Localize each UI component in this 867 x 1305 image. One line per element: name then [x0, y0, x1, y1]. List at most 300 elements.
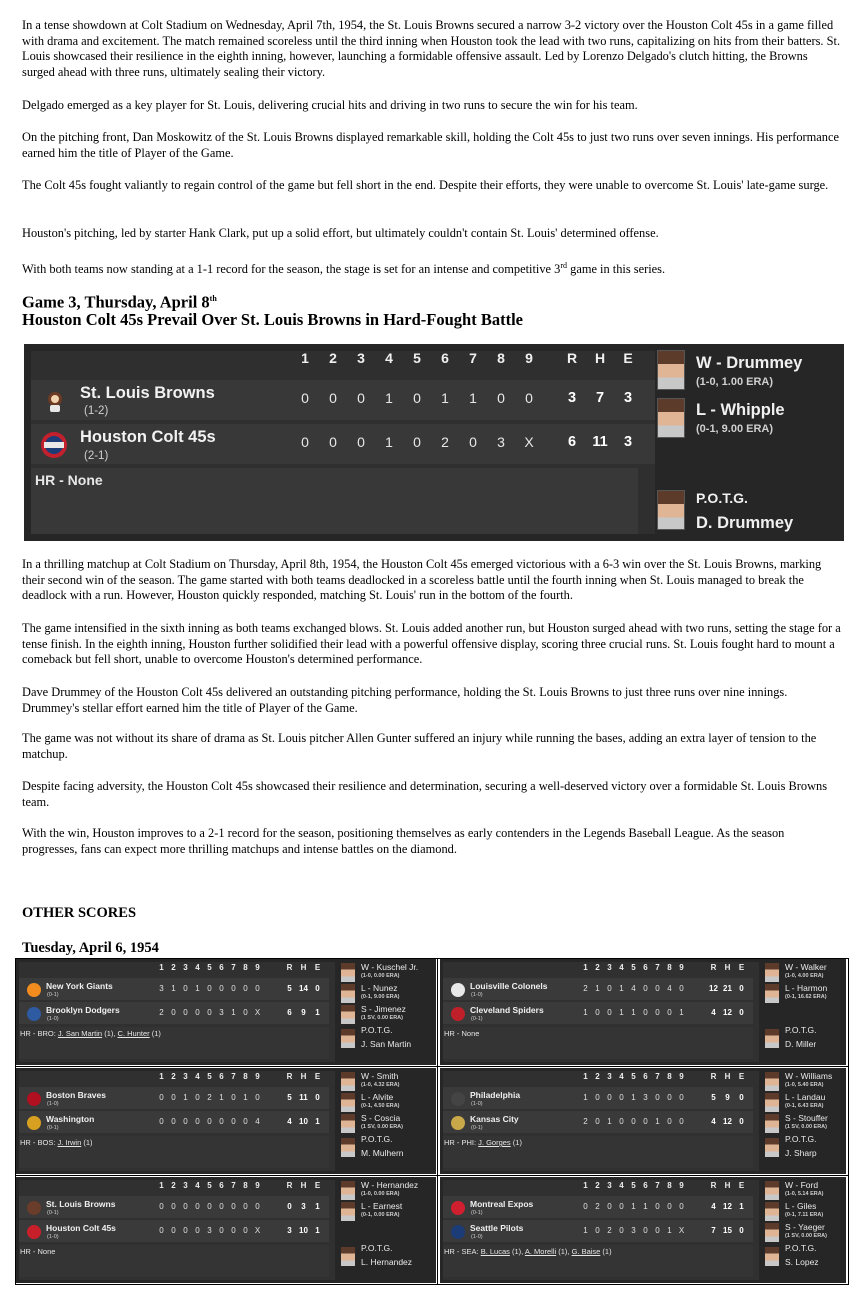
total-score: 3 [567, 390, 577, 406]
mini-scoreboard [440, 959, 846, 1065]
inning-score: 2 [159, 1008, 164, 1017]
team-record: (0-1) [47, 1210, 59, 1216]
total-score: 12 [709, 984, 718, 993]
rhe-header: H [724, 1181, 731, 1190]
team-logo-icon [451, 1225, 465, 1239]
inning-score: 2 [441, 434, 449, 450]
inning-score: 0 [219, 1226, 224, 1235]
winning-pitcher-stat: (1-0, 1.00 ERA) [696, 376, 774, 388]
inning-score: 0 [195, 1117, 200, 1126]
article1-paragraph: On the pitching front, Dan Moskowitz of the St. Louis Browns displayed remarkable skill, holding the Colt 45s to just two runs over seven innings. His performance earned him the title of Player of the Game. [22, 130, 839, 160]
hr-player-link[interactable]: J. Irwin [57, 1138, 82, 1147]
inning-score: 1 [607, 1117, 612, 1126]
team-record: (1-0) [471, 992, 483, 998]
total-score: 0 [739, 1008, 744, 1017]
inning-score: 0 [413, 434, 421, 450]
inning-header: 8 [667, 1181, 672, 1190]
inning-score: 0 [159, 1093, 164, 1102]
inning-header: 8 [667, 1072, 672, 1081]
inning-score: 0 [679, 1117, 684, 1126]
inning-score: 0 [357, 390, 365, 406]
team-record: (0-1) [47, 1125, 59, 1131]
grid-divider [15, 1175, 849, 1176]
team-name: Washington [46, 1114, 95, 1124]
total-score: 4 [711, 1117, 716, 1126]
rhe-header: R [710, 1072, 717, 1081]
team-name: Montreal Expos [470, 1199, 534, 1209]
total-score: 1 [315, 1202, 320, 1211]
other-scores-heading: OTHER SCORES [22, 905, 137, 921]
potg-name: D. Miller [785, 1039, 817, 1049]
inning-score: 0 [195, 1008, 200, 1017]
total-score: 15 [723, 1226, 732, 1235]
inning-score: 0 [595, 1093, 600, 1102]
article2-paragraph: In a thrilling matchup at Colt Stadium on Thursday, April 8th, 1954, the Houston Colt 45s emerged victorious with a 6-3 win over the St. Louis Browns, marking their second win of the season. The game started with both teams deadlocked in a scoreless battle until the fourth inning when St. Louis managed to break the deadlock with a run. However, Houston quickly responded, matching St. Louis' run in the bottom of the fourth. [22, 557, 822, 603]
pitcher-name: W - Kuschel Jr. [361, 962, 419, 972]
inning-score: 0 [679, 984, 684, 993]
pitcher-stat: (1-0, 5.14 ERA) [785, 1191, 824, 1197]
inning-header: 7 [231, 963, 236, 972]
inning-header: 5 [413, 350, 421, 366]
inning-header: 4 [195, 1072, 200, 1081]
pitcher-name: L - Harmon [785, 983, 828, 993]
inning-score: 3 [219, 1008, 224, 1017]
home-runs [444, 1029, 479, 1038]
inning-score: 0 [643, 1008, 648, 1017]
inning-score: 0 [595, 1226, 600, 1235]
pitcher-stat: (1 SV, 0.00 ERA) [361, 1124, 403, 1130]
inning-header: 6 [441, 350, 449, 366]
pitcher-photo [341, 963, 355, 982]
hr-count: (1), [102, 1029, 118, 1038]
rhe-header: E [738, 1072, 745, 1081]
inning-header: 7 [655, 1072, 660, 1081]
article1-paragraph: The Colt 45s fought valiantly to regain control of the game but fell short in the end. Despite their efforts, they were unable to overcome St. Louis' late-game surge. [22, 178, 829, 192]
pitcher-photo [657, 350, 685, 390]
inning-score: 0 [619, 1202, 624, 1211]
team-record: (0-1) [47, 992, 59, 998]
inning-header: 9 [679, 1072, 684, 1081]
team-record: (1-0) [47, 1016, 59, 1022]
inning-score: 0 [243, 1202, 248, 1211]
inning-score: 1 [583, 1008, 588, 1017]
team-name: Louisville Colonels [470, 981, 548, 991]
total-score: 5 [287, 1093, 292, 1102]
hr-player-link[interactable]: J. San Martin [57, 1029, 103, 1038]
home-runs: HR - None [35, 472, 103, 488]
potg-photo [341, 1138, 355, 1157]
team-logo-icon [27, 1092, 41, 1106]
inning-score: 0 [413, 390, 421, 406]
rhe-header: H [724, 963, 731, 972]
team-name: Houston Colt 45s [46, 1223, 116, 1233]
pitcher-name: S - Stouffer [785, 1113, 828, 1123]
rhe-header: R [710, 1181, 717, 1190]
inning-header: 1 [301, 350, 309, 366]
inning-score: 0 [231, 1117, 236, 1126]
inning-header: 4 [195, 1181, 200, 1190]
inning-score: 1 [385, 390, 393, 406]
inning-score: 0 [329, 434, 337, 450]
rhe-header: E [738, 1181, 745, 1190]
hr-player-link[interactable]: B. Lucas [480, 1247, 510, 1256]
pitcher-photo [765, 963, 779, 982]
potg-label: P.O.T.G. [696, 490, 748, 506]
inning-score: 0 [595, 1008, 600, 1017]
pitcher-stat: (1-0, 4.00 ERA) [785, 973, 824, 979]
mini-scoreboard [440, 1068, 846, 1174]
inning-score: 3 [643, 1093, 648, 1102]
inning-header: 5 [207, 1181, 212, 1190]
inning-score: 1 [619, 984, 624, 993]
losing-pitcher: L - Whipple [696, 401, 785, 419]
grid-divider [15, 1066, 849, 1067]
inning-score: 1 [385, 434, 393, 450]
home-runs [444, 1138, 522, 1147]
inning-header: 2 [595, 963, 600, 972]
inning-score: 0 [231, 984, 236, 993]
inning-score: 0 [219, 984, 224, 993]
rhe-header: H [300, 1181, 307, 1190]
inning-header: 8 [497, 350, 505, 366]
houston-colt-45s-logo-icon [38, 430, 70, 460]
inning-score: 0 [231, 1093, 236, 1102]
inning-score: 0 [497, 390, 505, 406]
article2-paragraph: Dave Drummey of the Houston Colt 45s delivered an outstanding pitching performance, holding the St. Louis Browns to just three runs over nine innings. Drummey's stellar effort earned him the title of Player of the Game. [22, 685, 788, 715]
inning-score: 1 [643, 1202, 648, 1211]
potg-photo [341, 1029, 355, 1048]
potg-label: P.O.T.G. [361, 1243, 393, 1253]
hr-label: HR - SEA: [444, 1247, 481, 1256]
inning-score: 2 [583, 984, 588, 993]
hr-count: (1) [600, 1247, 612, 1256]
pitcher-photo [341, 1202, 355, 1221]
inning-header: 7 [655, 1181, 660, 1190]
mini-scoreboard [16, 959, 436, 1065]
pitcher-name: W - Williams [785, 1071, 833, 1081]
inning-header: 5 [207, 1072, 212, 1081]
total-score: 0 [739, 1226, 744, 1235]
pitcher-stat: (0-1, 9.00 ERA) [361, 994, 400, 1000]
inning-score: 3 [207, 1226, 212, 1235]
pitcher-photo [341, 984, 355, 1003]
potg-name: J. Sharp [785, 1148, 817, 1158]
inning-score: 0 [183, 1117, 188, 1126]
inning-header: 5 [207, 963, 212, 972]
hr-count: (1), [556, 1247, 572, 1256]
pitcher-name: L - Nunez [361, 983, 398, 993]
pitcher-photo [657, 398, 685, 438]
inning-score: 0 [469, 434, 477, 450]
potg-photo [765, 1247, 779, 1266]
grid-divider [437, 958, 438, 1284]
inning-score: 0 [667, 1008, 672, 1017]
inning-score: 4 [667, 984, 672, 993]
inning-header: 6 [643, 963, 648, 972]
inning-header: 7 [655, 963, 660, 972]
team-logo-icon [27, 983, 41, 997]
pitcher-photo [341, 1005, 355, 1024]
team-logo-icon [27, 1007, 41, 1021]
team-logo-icon [451, 1201, 465, 1215]
inning-header: 3 [607, 1181, 612, 1190]
article2-paragraph: The game intensified in the sixth inning as both teams exchanged blows. St. Louis added another run, but Houston surged ahead with two runs, setting the stage for a tense finish. In the eighth inning, Houston further solidified their lead with a powerful offensive display, scoring three crucial runs. St. Louis fought hard to mount a comeback but fell short, unable to overcome Houston's determined performance. [22, 621, 841, 667]
inning-header: 8 [243, 963, 248, 972]
inning-score: 1 [583, 1093, 588, 1102]
rhe-header: R [286, 1072, 293, 1081]
inning-header: 6 [643, 1181, 648, 1190]
inning-score: 0 [207, 984, 212, 993]
inning-header: 2 [171, 963, 176, 972]
total-score: 6 [567, 434, 577, 450]
rhe-header: E [738, 963, 745, 972]
potg-photo [765, 1029, 779, 1048]
inning-header: 1 [583, 1072, 588, 1081]
hr-box [443, 1027, 753, 1059]
inning-score: X [524, 434, 534, 450]
inning-header: 8 [243, 1181, 248, 1190]
pitcher-stat: (0-1, 4.50 ERA) [361, 1103, 400, 1109]
article2-paragraph: Despite facing adversity, the Houston Colt 45s showcased their resilience and determination, securing a well-deserved victory over a formidable St. Louis Browns team. [22, 779, 828, 809]
inning-score: 1 [171, 984, 176, 993]
inning-header: 1 [159, 1072, 164, 1081]
total-score: 6 [287, 1008, 292, 1017]
scoreboard [24, 344, 844, 541]
inning-score: 0 [667, 1093, 672, 1102]
inning-header: 9 [679, 963, 684, 972]
inning-header: 4 [195, 963, 200, 972]
inning-score: 0 [243, 1226, 248, 1235]
rhe-header: E [314, 1072, 321, 1081]
total-score: 5 [711, 1093, 716, 1102]
team-record: (0-1) [471, 1016, 483, 1022]
team-logo-icon [27, 1201, 41, 1215]
article1-paragraph-last [22, 258, 842, 278]
other-scores-date: Tuesday, April 6, 1954 [22, 940, 159, 956]
pitcher-stat: (0-1, 7.11 ERA) [785, 1212, 824, 1218]
inning-header: 5 [631, 1181, 636, 1190]
inning-header: 2 [595, 1072, 600, 1081]
team-logo-icon [451, 983, 465, 997]
inning-score: 0 [231, 1226, 236, 1235]
team-logo-icon [451, 1092, 465, 1106]
inning-score: 0 [643, 1117, 648, 1126]
inning-header: 9 [255, 963, 260, 972]
team-record: (1-0) [471, 1101, 483, 1107]
inning-header: 3 [607, 1072, 612, 1081]
pitcher-stat: (1 SV, 0.00 ERA) [785, 1124, 827, 1130]
hr-player-link[interactable]: A. Morelli [524, 1247, 557, 1256]
inning-score: 0 [619, 1093, 624, 1102]
inning-score: 0 [171, 1226, 176, 1235]
total-score: 4 [287, 1117, 292, 1126]
inning-score: 0 [329, 390, 337, 406]
potg-label: P.O.T.G. [361, 1134, 393, 1144]
text: game in this series. [567, 262, 666, 277]
potg-label: P.O.T.G. [361, 1025, 393, 1035]
pitcher-name: W - Walker [785, 962, 827, 972]
hr-box [31, 468, 638, 534]
pitcher-photo [341, 1072, 355, 1091]
potg-photo [765, 1138, 779, 1157]
inning-header: 4 [619, 1181, 624, 1190]
inning-score: 2 [207, 1093, 212, 1102]
inning-header: 1 [159, 963, 164, 972]
inning-score: 0 [183, 1202, 188, 1211]
pitcher-stat: (1-0, 5.40 ERA) [785, 1082, 824, 1088]
mini-scoreboard [16, 1177, 436, 1283]
team-name: New York Giants [46, 981, 113, 991]
inning-score: 1 [655, 1117, 660, 1126]
inning-header: 3 [183, 963, 188, 972]
inning-score: 0 [231, 1202, 236, 1211]
pitcher-photo [765, 1202, 779, 1221]
rhe-header: H [594, 350, 606, 366]
hr-label: HR - BRO: [20, 1029, 58, 1038]
inning-score: 0 [643, 984, 648, 993]
inning-score: 2 [607, 1226, 612, 1235]
inning-header: 2 [595, 1181, 600, 1190]
inning-score: 0 [243, 1117, 248, 1126]
inning-score: 0 [255, 1202, 260, 1211]
team-logo-icon [451, 1116, 465, 1130]
hr-player-link[interactable]: G. Baise [571, 1247, 601, 1256]
inning-score: 1 [441, 390, 449, 406]
inning-score: 0 [301, 434, 309, 450]
rhe-header: E [314, 1181, 321, 1190]
total-score: 0 [315, 1093, 320, 1102]
inning-header: 7 [231, 1072, 236, 1081]
potg-name: M. Mulhern [361, 1148, 404, 1158]
inning-score: 0 [619, 1117, 624, 1126]
pitcher-stat: (0-1, 6.43 ERA) [785, 1103, 824, 1109]
pitcher-photo [341, 1181, 355, 1200]
total-score: 0 [315, 984, 320, 993]
rhe-header: E [314, 963, 321, 972]
total-score: 3 [623, 390, 633, 406]
rhe-header: E [623, 350, 633, 366]
inning-score: 1 [631, 1093, 636, 1102]
inning-score: 0 [207, 1117, 212, 1126]
rhe-header: R [286, 963, 293, 972]
pitcher-name: S - Jimenez [361, 1004, 406, 1014]
pitcher-stat: (1 SV, 0.00 ERA) [361, 1015, 403, 1021]
inning-score: 0 [219, 1117, 224, 1126]
total-score: 3 [623, 434, 633, 450]
inning-header: 2 [171, 1072, 176, 1081]
total-score: 10 [299, 1226, 308, 1235]
home-runs [20, 1138, 93, 1147]
pitcher-stat: (1-0, 0.00 ERA) [361, 1191, 400, 1197]
away-team-name: St. Louis Browns [80, 384, 215, 402]
inning-score: 0 [159, 1202, 164, 1211]
inning-header: 4 [385, 350, 393, 366]
inning-score: 1 [231, 1008, 236, 1017]
rhe-header: H [300, 963, 307, 972]
inning-header: 3 [183, 1181, 188, 1190]
team-name: Brooklyn Dodgers [46, 1005, 120, 1015]
hr-label: HR - None [444, 1029, 480, 1038]
inning-score: 0 [667, 1117, 672, 1126]
inning-score: 0 [301, 390, 309, 406]
inning-score: 0 [159, 1226, 164, 1235]
inning-score: 0 [631, 1117, 636, 1126]
total-score: 12 [723, 1008, 732, 1017]
hr-player-link[interactable]: C. Hunter [117, 1029, 150, 1038]
total-score: 4 [711, 1008, 716, 1017]
st-louis-browns-logo-icon [42, 388, 68, 414]
total-score: 10 [299, 1117, 308, 1126]
inning-score: 0 [607, 1008, 612, 1017]
article1-paragraph: In a tense showdown at Colt Stadium on Wednesday, April 7th, 1954, the St. Louis Browns secured a narrow 3-2 victory over the Houston Colt 45s in a game filled with drama and excitement. The match remained scoreless until the third inning when Houston took the lead with two runs, capitalizing on hits from their batters. St. Louis showcased their resilience in the eighth inning, however, launching a formidable offensive assault. Led by Lorenzo Delgado's clutch hitting, the Browns surged ahead with three runs, ultimately sealing their victory. [22, 18, 841, 79]
team-record: (1-0) [47, 1234, 59, 1240]
hr-label: HR - BOS: [20, 1138, 58, 1147]
home-team-name: Houston Colt 45s [80, 428, 216, 446]
home-team-record: (2-1) [84, 450, 109, 462]
pitcher-name: L - Earnest [361, 1201, 403, 1211]
hr-label: HR - PHI: [444, 1138, 479, 1147]
total-score: 0 [739, 1117, 744, 1126]
hr-player-link[interactable]: J. Gorges [478, 1138, 511, 1147]
inning-score: 1 [583, 1226, 588, 1235]
inning-header: 3 [183, 1072, 188, 1081]
away-team-record: (1-2) [84, 405, 109, 417]
pitcher-name: L - Giles [785, 1201, 817, 1211]
inning-header: 5 [631, 963, 636, 972]
pitcher-photo [765, 1072, 779, 1091]
inning-score: 1 [631, 1008, 636, 1017]
inning-score: 0 [243, 1008, 248, 1017]
inning-score: 1 [667, 1226, 672, 1235]
total-score: 3 [301, 1202, 306, 1211]
inning-score: 0 [679, 1093, 684, 1102]
pitcher-stat: (1-0, 4.32 ERA) [361, 1082, 400, 1088]
team-name: Seattle Pilots [470, 1223, 524, 1233]
pitcher-photo [765, 1223, 779, 1242]
inning-score: 1 [595, 984, 600, 993]
inning-score: 0 [171, 1117, 176, 1126]
total-score: 1 [315, 1008, 320, 1017]
inning-score: 0 [207, 1202, 212, 1211]
inning-score: 0 [607, 1202, 612, 1211]
inning-score: 0 [195, 1093, 200, 1102]
inning-score: 0 [195, 1202, 200, 1211]
inning-score: 3 [497, 434, 505, 450]
total-score: 21 [723, 984, 732, 993]
inning-score: 2 [595, 1202, 600, 1211]
inning-score: 0 [243, 984, 248, 993]
inning-score: X [254, 1226, 261, 1235]
inning-score: 1 [195, 984, 200, 993]
pitcher-photo [765, 1093, 779, 1112]
inning-header: 9 [255, 1181, 260, 1190]
potg-label: P.O.T.G. [785, 1025, 817, 1035]
inning-score: 3 [631, 1226, 636, 1235]
inning-score: 0 [171, 1202, 176, 1211]
potg-photo [657, 490, 685, 530]
superscript: rd [560, 261, 568, 270]
grid-border [15, 1284, 849, 1285]
inning-score: 1 [469, 390, 477, 406]
hr-count: (1), [509, 1247, 525, 1256]
potg-label: P.O.T.G. [785, 1243, 817, 1253]
total-score: 1 [315, 1226, 320, 1235]
inning-header: 6 [219, 963, 224, 972]
inning-score: 0 [183, 984, 188, 993]
inning-score: 0 [655, 1202, 660, 1211]
inning-score: 3 [159, 984, 164, 993]
pitcher-stat: (1-0, 0.00 ERA) [361, 973, 400, 979]
